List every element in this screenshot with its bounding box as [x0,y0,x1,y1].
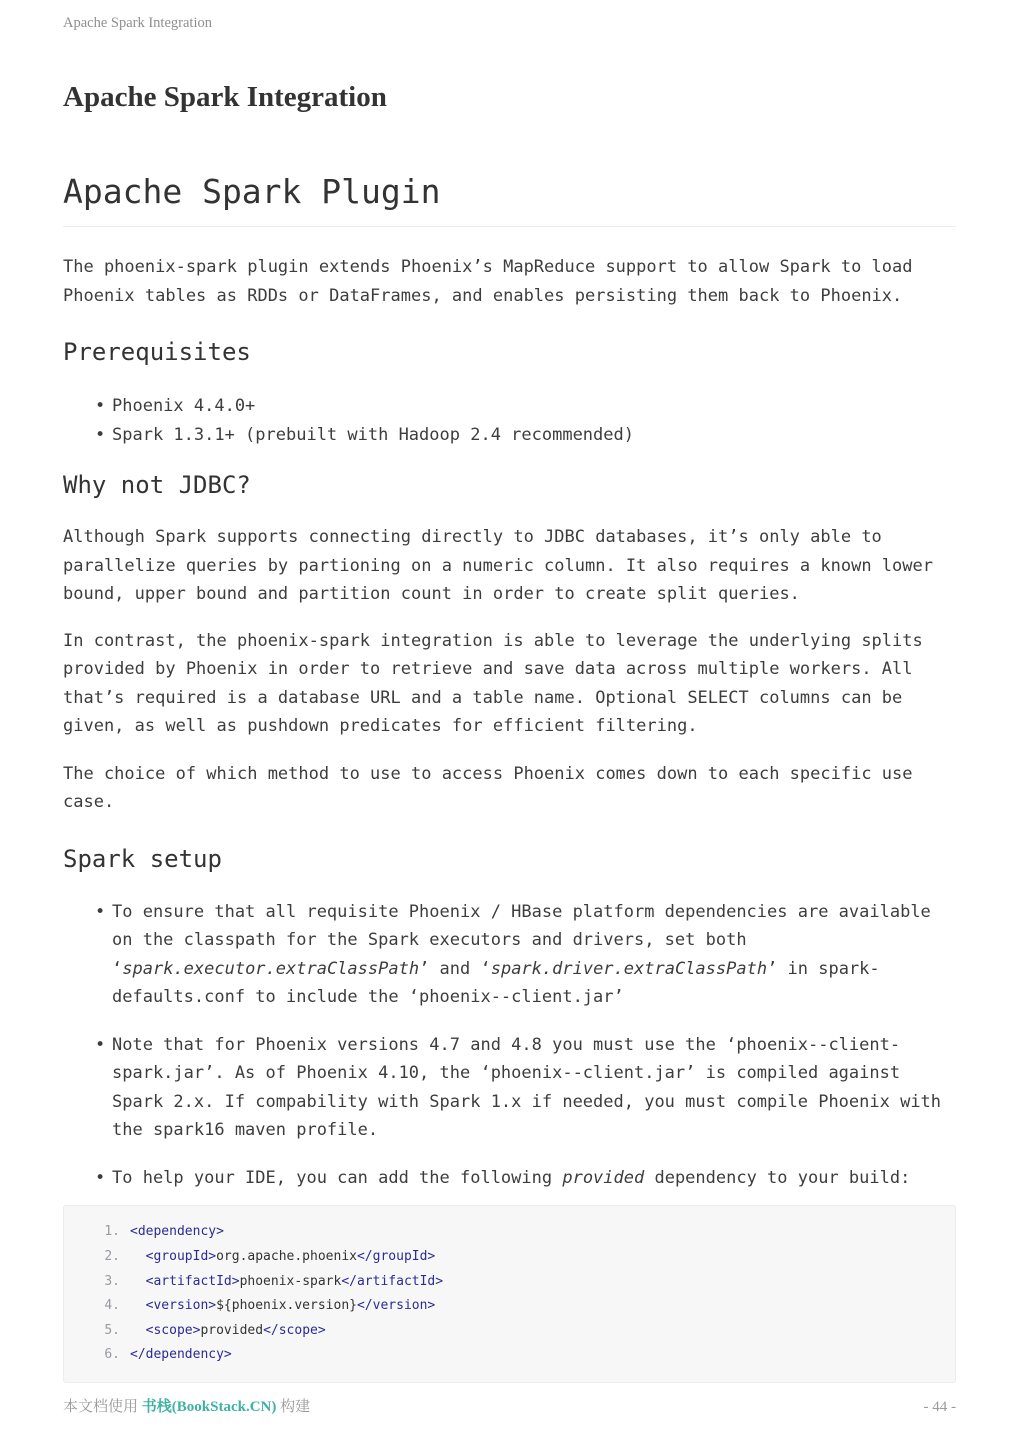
footer-text: 构建 [276,1399,311,1415]
xml-tag: <groupId> [130,1248,217,1264]
list-item [112,1164,956,1193]
xml-tag: </version> [356,1298,436,1314]
spark-setup-heading: Spark setup [63,844,222,873]
section-title: Apache Spark Plugin [63,172,956,228]
list-item: • Spark 1.3.1+ (prebuilt with Hadoop 2.4 recommended) [112,421,956,450]
line-number: 6. [104,1347,120,1363]
xml-tag: </scope> [263,1322,326,1338]
line-number: 5. [104,1322,120,1338]
bookstack-link[interactable]: 书栈(BookStack.CN) [141,1399,277,1415]
paragraph: The choice of which method to use to access Phoenix comes down to each specific use case. [63,763,913,813]
code-block [63,1205,956,1383]
paragraph: Although Spark supports connecting directly to JDBC databases, it’s only able to parallelize queries by partioning on a numeric column. It also requires a known lower bound, upper bound and partition count in order to create split queries. [63,527,933,605]
code-line [100,1343,935,1368]
code-line [100,1270,935,1295]
code-line [100,1245,935,1270]
code-line [100,1319,935,1344]
list-item-text: ’ and ‘ [419,958,491,979]
xml-value: ${phoenix.version} [216,1298,357,1314]
code-property-name: spark.executor.extraClassPath [122,958,420,979]
xml-tag: <artifactId> [130,1273,240,1289]
paragraph: In contrast, the phoenix-spark integration is able to leverage the underlying splits provided by Phoenix in order to retrieve and save data across multiple workers. All that’s required is a database URL and a table name. Optional SELECT columns can be given, as well as pushdown predicates for efficient filtering. [63,630,923,737]
list-item-text: dependency to your build: [644,1167,911,1188]
xml-tag: <scope> [130,1322,201,1338]
spark-setup-list [63,898,956,1193]
code-line [100,1294,935,1319]
xml-value: phoenix-spark [239,1273,342,1289]
list-item [112,898,956,1012]
list-item-text: To help your IDE, you can add the following [112,1167,563,1188]
xml-tag: </groupId> [356,1248,436,1264]
prerequisites-heading: Prerequisites [63,338,251,367]
line-number: 4. [104,1298,120,1314]
intro-paragraph: The phoenix-spark plugin extends Phoenix’s MapReduce support to allow Spark to load Phoenix tables as RDDs or DataFrames, and enables persisting them back to Phoenix. [63,257,913,306]
line-number: 2. [104,1248,120,1264]
code-line [100,1220,935,1245]
xml-value: provided [200,1322,264,1338]
xml-tag: <dependency> [130,1224,224,1240]
footer-text: 本文档使用 [63,1399,142,1415]
emphasized-word: provided [562,1167,645,1188]
xml-value: org.apache.phoenix [216,1248,357,1264]
page-footer [63,1395,956,1416]
xml-tag: <version> [130,1298,217,1314]
prerequisites-list [63,392,956,449]
footer-attribution [63,1395,310,1416]
why-not-jdbc-heading: Why not JDBC? [63,471,251,500]
list-item: • Phoenix 4.4.0+ [112,392,956,421]
list-item-text: ’ in spark-defaults.conf to include the ‘phoenix--client.jar’ [112,958,880,1008]
breadcrumb: Apache Spark Integration [63,15,212,31]
list-item-text: To ensure that all requisite Phoenix / HBase platform dependencies are available on the classpath for the Spark executors and drivers, set both ‘ [112,901,931,979]
xml-tag: </dependency> [130,1347,232,1363]
code-property-name: spark.driver.extraClassPath [490,958,768,979]
page-number: - 44 - [923,1399,956,1415]
page-title: Apache Spark Integration [63,81,387,113]
list-item: • Note that for Phoenix versions 4.7 and 4.8 you must use the ‘phoenix--client-spark.jar’. As of Phoenix 4.10, the ‘phoenix--client.jar’ is compiled against Spark 2.x. If compability with Spark 1.x if needed, you must compile Phoenix with the spark16 maven profile. [112,1031,956,1145]
xml-tag: </artifactId> [341,1273,444,1289]
line-number: 1. [104,1224,120,1240]
line-number: 3. [104,1273,120,1289]
